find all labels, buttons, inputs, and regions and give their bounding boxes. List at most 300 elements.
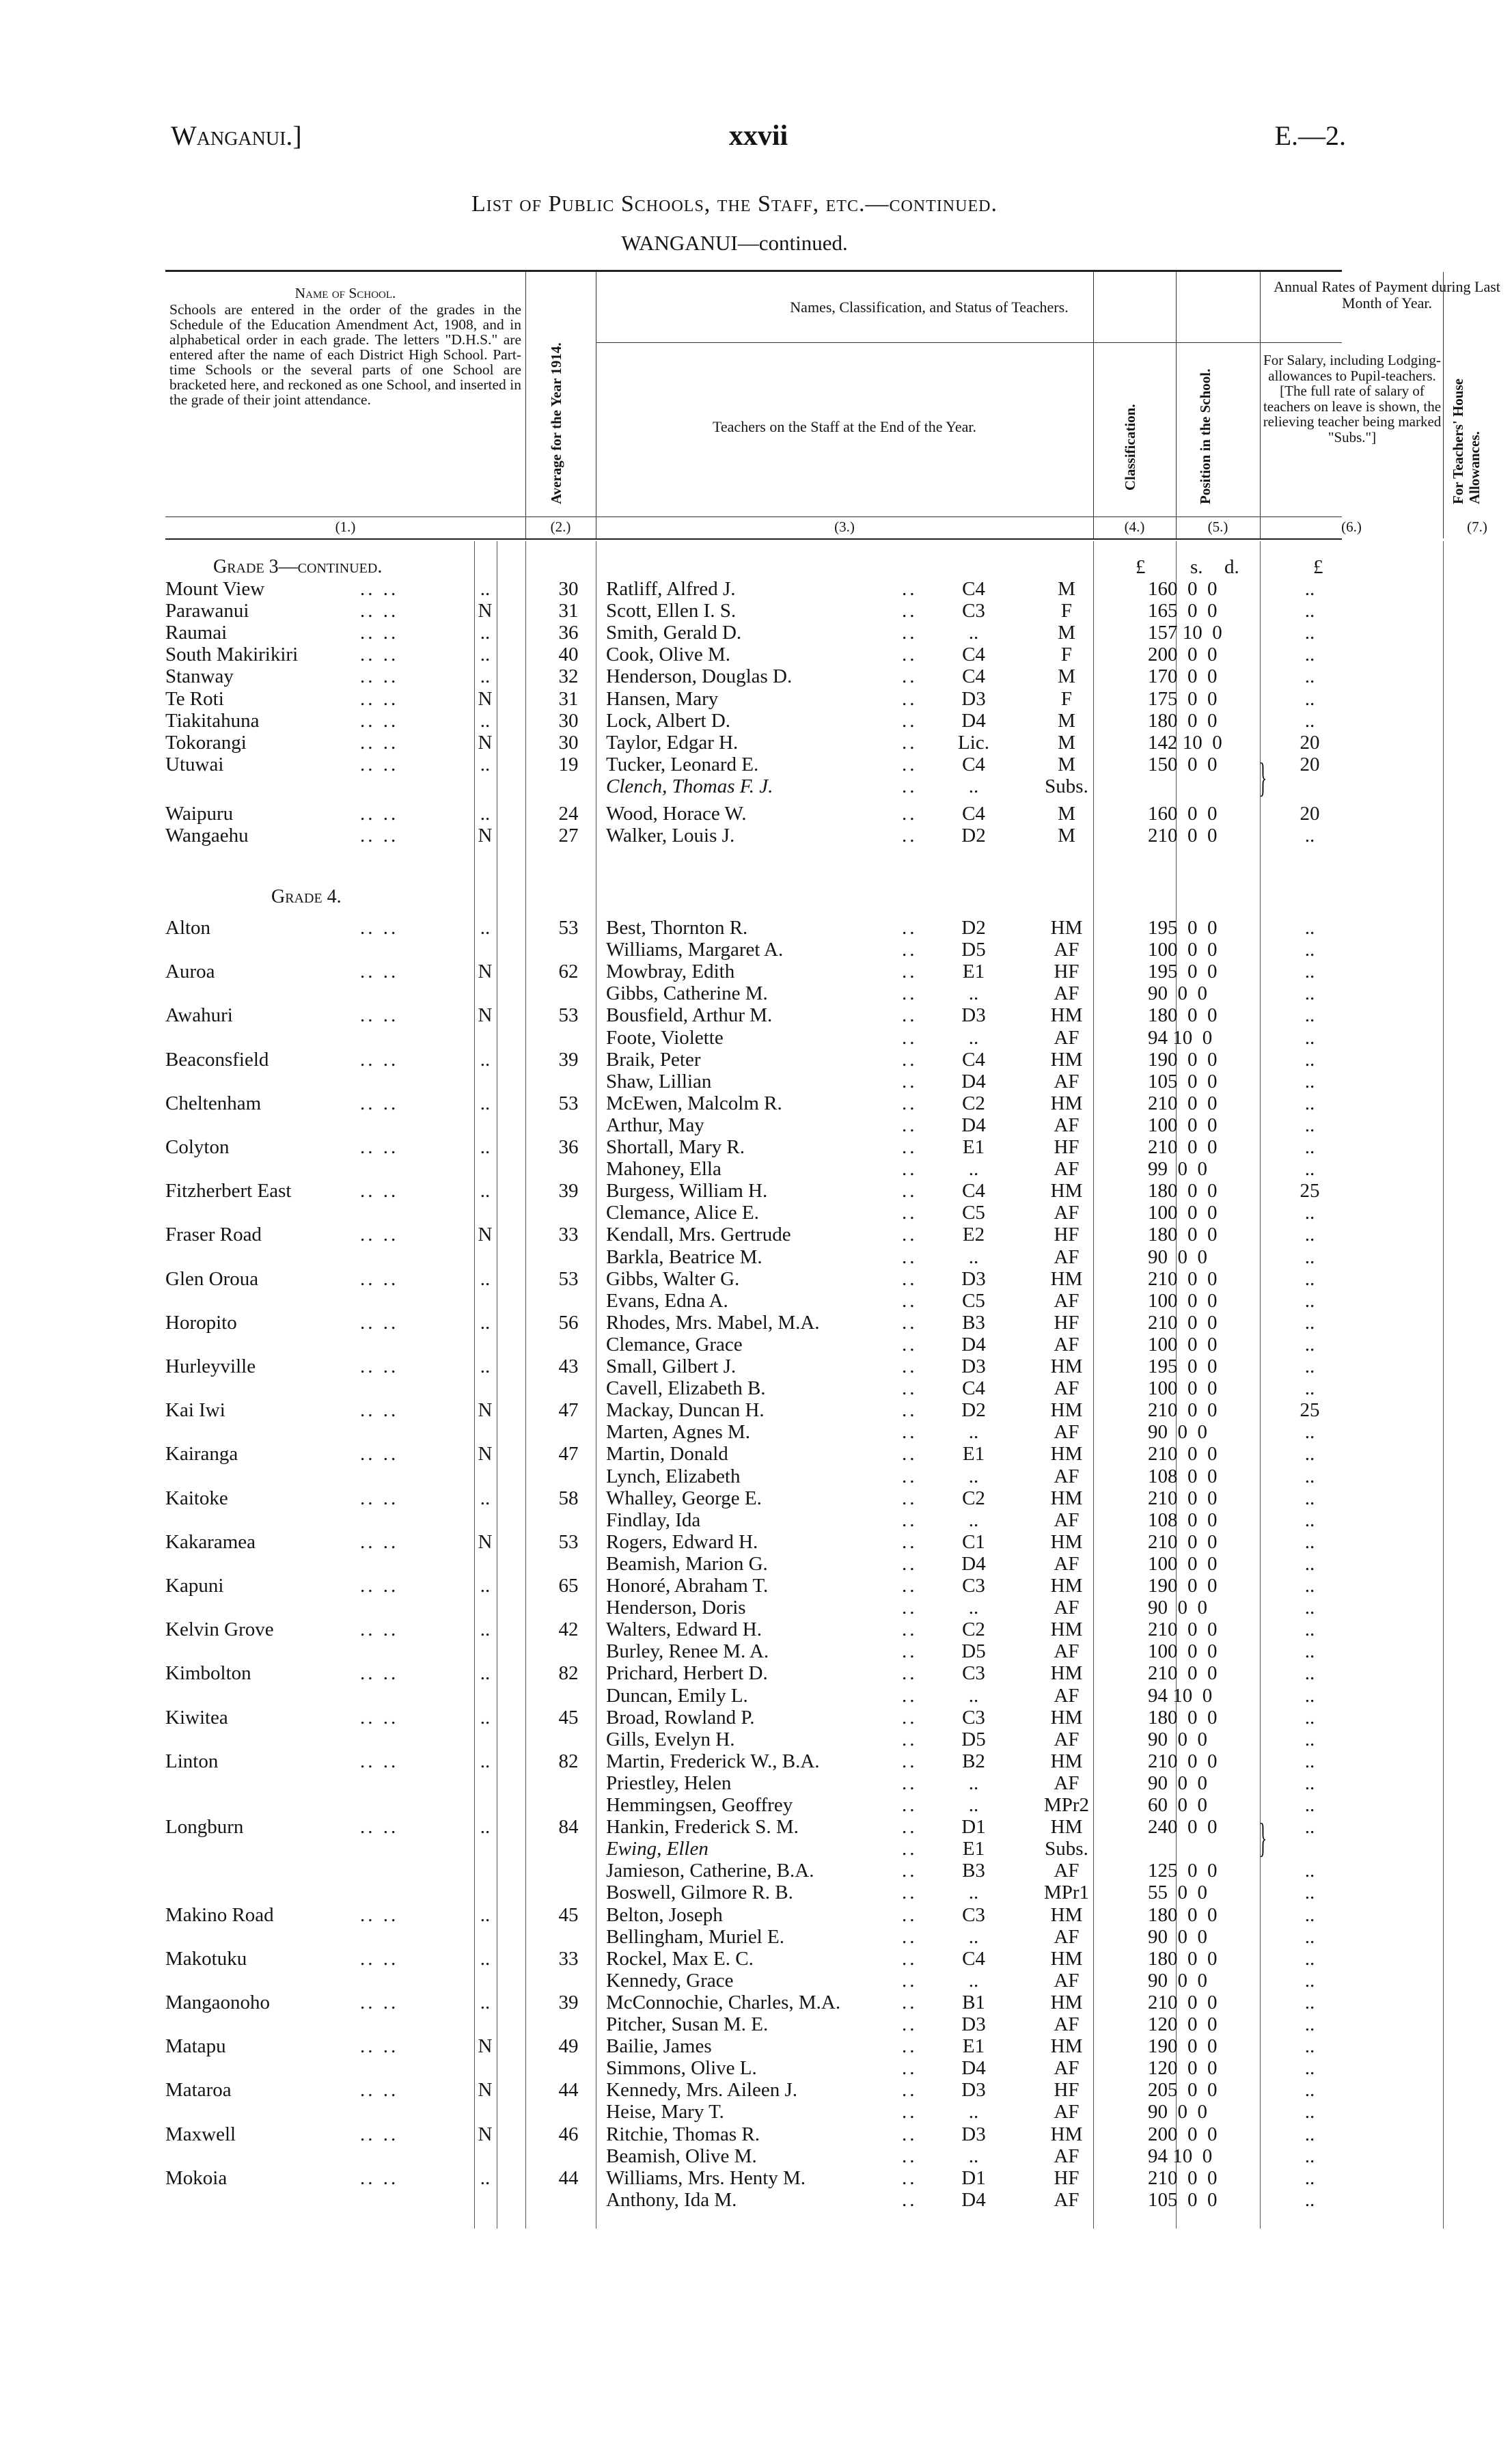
house-allowance: .. [1304,1224,1315,1246]
position: HM [1050,1706,1083,1729]
teacher-name: Clench, Thomas F. J. [606,775,773,797]
table-row [165,1926,1342,1948]
table-row [165,2079,1342,2101]
average-attendance: 45 [558,1706,579,1729]
salary: 100 0 0 [1148,1114,1218,1136]
position: HM [1050,1619,1083,1641]
salary: 210 0 0 [1148,1267,1218,1290]
classification: .. [968,1684,979,1707]
house-allowance: .. [1304,1048,1315,1071]
house-allowance: .. [1304,1004,1315,1027]
grade4-label: Grade 4. [271,886,342,907]
salary: 120 0 0 [1148,2013,1218,2035]
leader-dots: .. .. [360,1903,399,1926]
leader-dots: .. .. [360,731,399,754]
table-row [165,1377,1342,1399]
table-row [165,2123,1342,2145]
salary: 170 0 0 [1148,665,1218,688]
salary: 90 0 0 [1148,1245,1207,1268]
teacher-name: Jamieson, Catherine, B.A. [606,1860,814,1882]
teacher-name: Hansen, Mary [606,687,719,710]
school-name: Parawanui [165,600,249,622]
leader-dots: .. .. [360,1267,399,1290]
salary: 105 0 0 [1148,1070,1218,1092]
position: AF [1054,1377,1080,1400]
salary: 125 0 0 [1148,1860,1218,1882]
teacher-name: Burgess, William H. [606,1180,768,1202]
school-name: Colyton [165,1136,230,1158]
table-row [165,1509,1342,1531]
teacher-name: Rockel, Max E. C. [606,1947,754,1970]
status-mark: N [478,2079,493,2102]
teacher-name: Cavell, Elizabeth B. [606,1377,766,1400]
leader-dots: .. [902,1662,918,1685]
table-row [165,754,1342,775]
page-header-right: E.—2. [1274,120,1346,151]
pence-sign: d. [1224,556,1239,578]
school-name: Mokoia [165,2166,228,2189]
classification: C4 [962,803,985,825]
leader-dots: .. [902,1443,918,1465]
table-row [165,1948,1342,1970]
classification: E1 [962,1136,985,1158]
school-name: Fraser Road [165,1224,262,1246]
position: F [1060,600,1073,622]
position: AF [1054,982,1080,1005]
status-mark: N [478,1443,493,1465]
position: AF [1054,1421,1080,1444]
classification: D3 [961,2123,986,2145]
teacher-name: McEwen, Malcolm R. [606,1092,782,1114]
teacher-name: Ratliff, Alfred J. [606,578,736,600]
classification: .. [968,1597,979,1619]
leader-dots: .. .. [360,687,399,710]
leader-dots: .. [902,1947,918,1970]
house-allowance: .. [1304,1816,1315,1839]
teacher-name: Taylor, Edgar H. [606,731,739,754]
leader-dots: .. [902,1640,918,1663]
school-name: Raumai [165,622,228,644]
house-allowance: .. [1304,1552,1315,1575]
leader-dots: .. .. [360,1619,399,1641]
average-attendance: 30 [558,578,579,600]
classification: .. [968,1969,979,1992]
position: HF [1054,961,1080,983]
leader-dots: .. [902,939,918,961]
classification: .. [968,1882,979,1904]
position: AF [1054,2057,1080,2080]
leader-dots: .. .. [360,1092,399,1114]
salary: 94 10 0 [1148,2145,1213,2167]
house-allowance: .. [1304,1136,1315,1158]
classification: D2 [961,1399,986,1422]
salary: 210 0 0 [1148,1750,1218,1772]
table-row [165,1531,1342,1553]
house-allowance: .. [1304,665,1315,688]
leader-dots: .. .. [360,1991,399,2013]
status-mark: N [478,1530,493,1553]
classification: C4 [962,1947,985,1970]
house-allowance: .. [1304,1662,1315,1685]
salary: 180 0 0 [1148,1903,1218,1926]
leader-dots: .. .. [360,2166,399,2189]
leader-dots: .. .. [360,1662,399,1685]
col4-number: (4.) [1124,519,1145,535]
teacher-name: Whalley, George E. [606,1487,762,1509]
salary: 90 0 0 [1148,1969,1207,1992]
salary: 180 0 0 [1148,1706,1218,1729]
teacher-name: Williams, Mrs. Henty M. [606,2166,806,2189]
school-name: Mangaonoho [165,1991,271,2013]
classification: B3 [962,1860,985,1882]
position: AF [1054,1728,1080,1750]
position: M [1058,665,1075,688]
classification: .. [968,1794,979,1816]
salary: 160 0 0 [1148,578,1218,600]
teacher-name: Best, Thornton R. [606,917,748,939]
average-attendance: 19 [558,753,579,775]
classification: D3 [961,687,986,710]
school-name: Wangaehu [165,825,249,847]
classification: C4 [962,1180,985,1202]
house-allowance: .. [1304,2035,1315,2058]
status-mark: .. [480,1947,491,1970]
table-row [165,1049,1342,1071]
leader-dots: .. .. [360,1004,399,1027]
leader-dots: .. [902,1925,918,1948]
house-allowance: .. [1304,982,1315,1005]
house-allowance: .. [1304,1202,1315,1224]
position: M [1058,753,1075,775]
table-row [165,1729,1342,1750]
teacher-name: Bailie, James [606,2035,712,2058]
leader-dots: .. .. [360,961,399,983]
salary: 94 10 0 [1148,1684,1213,1707]
teacher-name: Kennedy, Mrs. Aileen J. [606,2079,798,2102]
table-row [165,1158,1342,1180]
table-row [165,1246,1342,1268]
average-attendance: 43 [558,1355,579,1377]
classification: C3 [962,1662,985,1685]
school-name: Utuwai [165,753,224,775]
leader-dots: .. [902,825,918,847]
position: MPr1 [1043,1882,1090,1904]
leader-dots: .. .. [360,1355,399,1377]
teacher-name: Anthony, Ida M. [606,2188,737,2211]
teacher-name: Burley, Renee M. A. [606,1640,769,1663]
col6-number: (6.) [1341,519,1362,535]
leader-dots: .. [902,1575,918,1597]
salary: 200 0 0 [1148,644,1218,666]
table-row [165,1421,1342,1443]
salary-header: For Salary, including Lodging-allowances to Pupil-teachers. [The full rate of salary of teachers on leave is shown, the relieving teacher being marked "Subs."] [1263,352,1442,445]
salary: 180 0 0 [1148,1180,1218,1202]
leader-dots: .. [902,1552,918,1575]
allowance-header: For Teachers' House Allowances. [1450,378,1483,504]
house-allowance: .. [1304,622,1315,644]
status-mark: .. [480,1750,491,1772]
status-mark: .. [480,1355,491,1377]
position: Subs. [1045,1838,1088,1860]
leader-dots: .. [902,1399,918,1422]
position: F [1060,644,1073,666]
status-mark: .. [480,917,491,939]
status-mark: N [478,1224,493,1246]
house-allowance: .. [1304,1443,1315,1465]
house-allowance: .. [1304,578,1315,600]
house-allowance: .. [1304,1026,1315,1049]
leader-dots: .. [902,1838,918,1860]
leader-dots: .. [902,917,918,939]
average-attendance: 39 [558,1180,579,1202]
status-mark: .. [480,1575,491,1597]
leader-dots: .. .. [360,1443,399,1465]
table-row [165,1136,1342,1158]
table-row [165,1487,1342,1509]
table-row [165,688,1342,710]
house-allowance: .. [1304,1355,1315,1377]
table-row [165,2101,1342,2123]
teacher-name: Kendall, Mrs. Gertrude [606,1224,791,1246]
school-name: Linton [165,1750,219,1772]
table-row [165,732,1342,754]
table-header [165,270,1500,540]
classification: C3 [962,1575,985,1597]
school-name: Kiwitea [165,1706,228,1729]
salary: 165 0 0 [1148,600,1218,622]
salary: 157 10 0 [1148,622,1222,644]
salary: 195 0 0 [1148,917,1218,939]
table-row [165,1290,1342,1312]
status-mark: N [478,600,493,622]
school-name: Kaitoke [165,1487,228,1509]
average-attendance: 44 [558,2166,579,2189]
grade3-label: Grade 3—continued. [213,556,383,577]
leader-dots: .. [902,600,918,622]
leader-dots: .. .. [360,600,399,622]
table-row [165,1970,1342,1992]
table-row [165,1838,1342,1860]
position: M [1058,731,1075,754]
table-row [165,775,1342,797]
leader-dots: .. .. [360,1224,399,1246]
shillings-sign: s. [1190,556,1203,578]
leader-dots: .. .. [360,1706,399,1729]
classification: .. [968,1421,979,1444]
leader-dots: .. [902,1530,918,1553]
house-allowance: .. [1304,1530,1315,1553]
teacher-name: Simmons, Olive L. [606,2057,757,2080]
teacher-name: Walters, Edward H. [606,1619,762,1641]
col1-number: (1.) [335,519,356,535]
school-name: South Makirikiri [165,644,299,666]
page-title: List of Public Schools, the Staff, etc.—continued. [471,191,998,217]
classification: D3 [961,1004,986,1027]
table-row [165,600,1342,622]
average-attendance: 36 [558,622,579,644]
salary: 150 0 0 [1148,753,1218,775]
leader-dots: .. [902,2079,918,2102]
house-allowance: 20 [1300,753,1320,775]
classification: B3 [962,1311,985,1334]
table-row [165,1071,1342,1092]
leader-dots: .. .. [360,1311,399,1334]
house-allowance: .. [1304,644,1315,666]
leader-dots: .. .. [360,1947,399,1970]
classification: C3 [962,1903,985,1926]
school-name: Kakaramea [165,1530,256,1553]
teacher-name: Heise, Mary T. [606,2101,724,2123]
average-attendance: 39 [558,1991,579,2013]
teacher-name: Ritchie, Thomas R. [606,2123,760,2145]
teacher-name: Hankin, Frederick S. M. [606,1816,799,1839]
house-allowance: .. [1304,1289,1315,1312]
classification: D4 [961,1070,986,1092]
status-mark: .. [480,709,491,732]
teacher-name: Williams, Margaret A. [606,939,784,961]
average-attendance: 33 [558,1224,579,1246]
leader-dots: .. [902,1333,918,1355]
average-attendance: 30 [558,731,579,754]
leader-dots: .. [902,1048,918,1071]
teacher-name: Barkla, Beatrice M. [606,1245,762,1268]
salary: 180 0 0 [1148,1004,1218,1027]
leader-dots: .. [902,1267,918,1290]
house-allowance: .. [1304,2145,1315,2167]
table-row [165,1180,1342,1202]
table-row [165,1553,1342,1575]
position: HM [1050,1662,1083,1685]
table-row [165,982,1342,1004]
teacher-name: Belton, Joseph [606,1903,723,1926]
position: M [1058,709,1075,732]
house-allowance: 20 [1300,803,1320,825]
leader-dots: .. [902,1619,918,1641]
house-allowance: .. [1304,1925,1315,1948]
house-allowance: .. [1304,1487,1315,1509]
classification: C4 [962,578,985,600]
house-allowance: .. [1304,1377,1315,1400]
table-row [165,2145,1342,2167]
classification: E1 [962,1838,985,1860]
status-mark: .. [480,1816,491,1839]
classification: C3 [962,1706,985,1729]
position: HM [1050,1399,1083,1422]
leader-dots: .. [902,1882,918,1904]
position: AF [1054,1070,1080,1092]
leader-dots: .. .. [360,1575,399,1597]
house-allowance: .. [1304,1750,1315,1772]
salary: 94 10 0 [1148,1026,1213,1049]
position: AF [1054,1245,1080,1268]
payment-group-header: Annual Rates of Payment during Last Month of Year. [1274,278,1500,312]
house-allowance: .. [1304,1245,1315,1268]
salary: 175 0 0 [1148,687,1218,710]
house-allowance: .. [1304,687,1315,710]
position-header: Position in the School. [1197,368,1213,504]
leader-dots: .. [902,753,918,775]
table-row [165,1619,1342,1640]
leader-dots: .. .. [360,1530,399,1553]
table-row [165,1750,1342,1772]
table-row [165,1685,1342,1707]
status-mark: .. [480,1662,491,1685]
classification: C4 [962,1377,985,1400]
table-row [165,1443,1342,1465]
average-attendance: 33 [558,1947,579,1970]
school-name: Awahuri [165,1004,233,1027]
average-attendance: 53 [558,1530,579,1553]
position: HF [1054,1136,1080,1158]
page-subtitle: WANGANUI—continued. [621,231,848,255]
school-name: Glen Oroua [165,1267,259,1290]
average-attendance: 40 [558,644,579,666]
table-row [165,2167,1342,2189]
leader-dots: .. [902,1311,918,1334]
teacher-name: Tucker, Leonard E. [606,753,759,775]
house-allowance: .. [1304,1421,1315,1444]
salary: 210 0 0 [1148,1487,1218,1509]
salary: 190 0 0 [1148,1048,1218,1071]
classification: C4 [962,1048,985,1071]
salary: 210 0 0 [1148,1991,1218,2013]
salary: 99 0 0 [1148,1158,1207,1181]
position: M [1058,825,1075,847]
status-mark: .. [480,753,491,775]
salary: 210 0 0 [1148,825,1218,847]
house-allowance: .. [1304,1991,1315,2013]
table-row [165,1399,1342,1421]
salary: 90 0 0 [1148,1728,1207,1750]
teacher-name: Bousfield, Arthur M. [606,1004,773,1027]
teacher-name: Mahoney, Ella [606,1158,721,1181]
classification: C5 [962,1289,985,1312]
classification: D3 [961,2013,986,2035]
classification: B1 [962,1991,985,2013]
house-allowance: .. [1304,2188,1315,2211]
position: HM [1050,1048,1083,1071]
position: HM [1050,1180,1083,1202]
leader-dots: .. [902,1202,918,1224]
col1-note: Schools are entered in the order of the grades in the Schedule of the Education Amendment Act, 1908, and in alphabetical order in each grade. The letters "D.H.S." are entered after the name of each District High School. Part-time Schools or the several parts of one School are bracketed here, and reckoned as one School, and inserted in the grade of their joint attendance. [169,301,521,408]
position: AF [1054,1026,1080,1049]
average-attendance: 53 [558,917,579,939]
salary: 180 0 0 [1148,1224,1218,1246]
classification: E1 [962,961,985,983]
average-attendance: 31 [558,687,579,710]
position: AF [1054,1860,1080,1882]
page-header-left: Wanganui.] [171,120,302,151]
house-allowance: .. [1304,2123,1315,2145]
classification: D4 [961,1114,986,1136]
house-allowance: .. [1304,1969,1315,1992]
position: AF [1054,2013,1080,2035]
average-attendance: 82 [558,1662,579,1685]
leader-dots: .. [902,578,918,600]
status-mark: .. [480,1092,491,1114]
teacher-name: Mackay, Duncan H. [606,1399,765,1422]
teacher-name: Martin, Donald [606,1443,728,1465]
leader-dots: .. [902,2145,918,2167]
house-allowance: .. [1304,1640,1315,1663]
position: HM [1050,1530,1083,1553]
classification: C2 [962,1619,985,1641]
average-attendance: 62 [558,961,579,983]
teacher-name: Rogers, Edward H. [606,1530,758,1553]
table-row [165,1640,1342,1662]
leader-dots: .. .. [360,753,399,775]
status-mark: .. [480,1048,491,1071]
